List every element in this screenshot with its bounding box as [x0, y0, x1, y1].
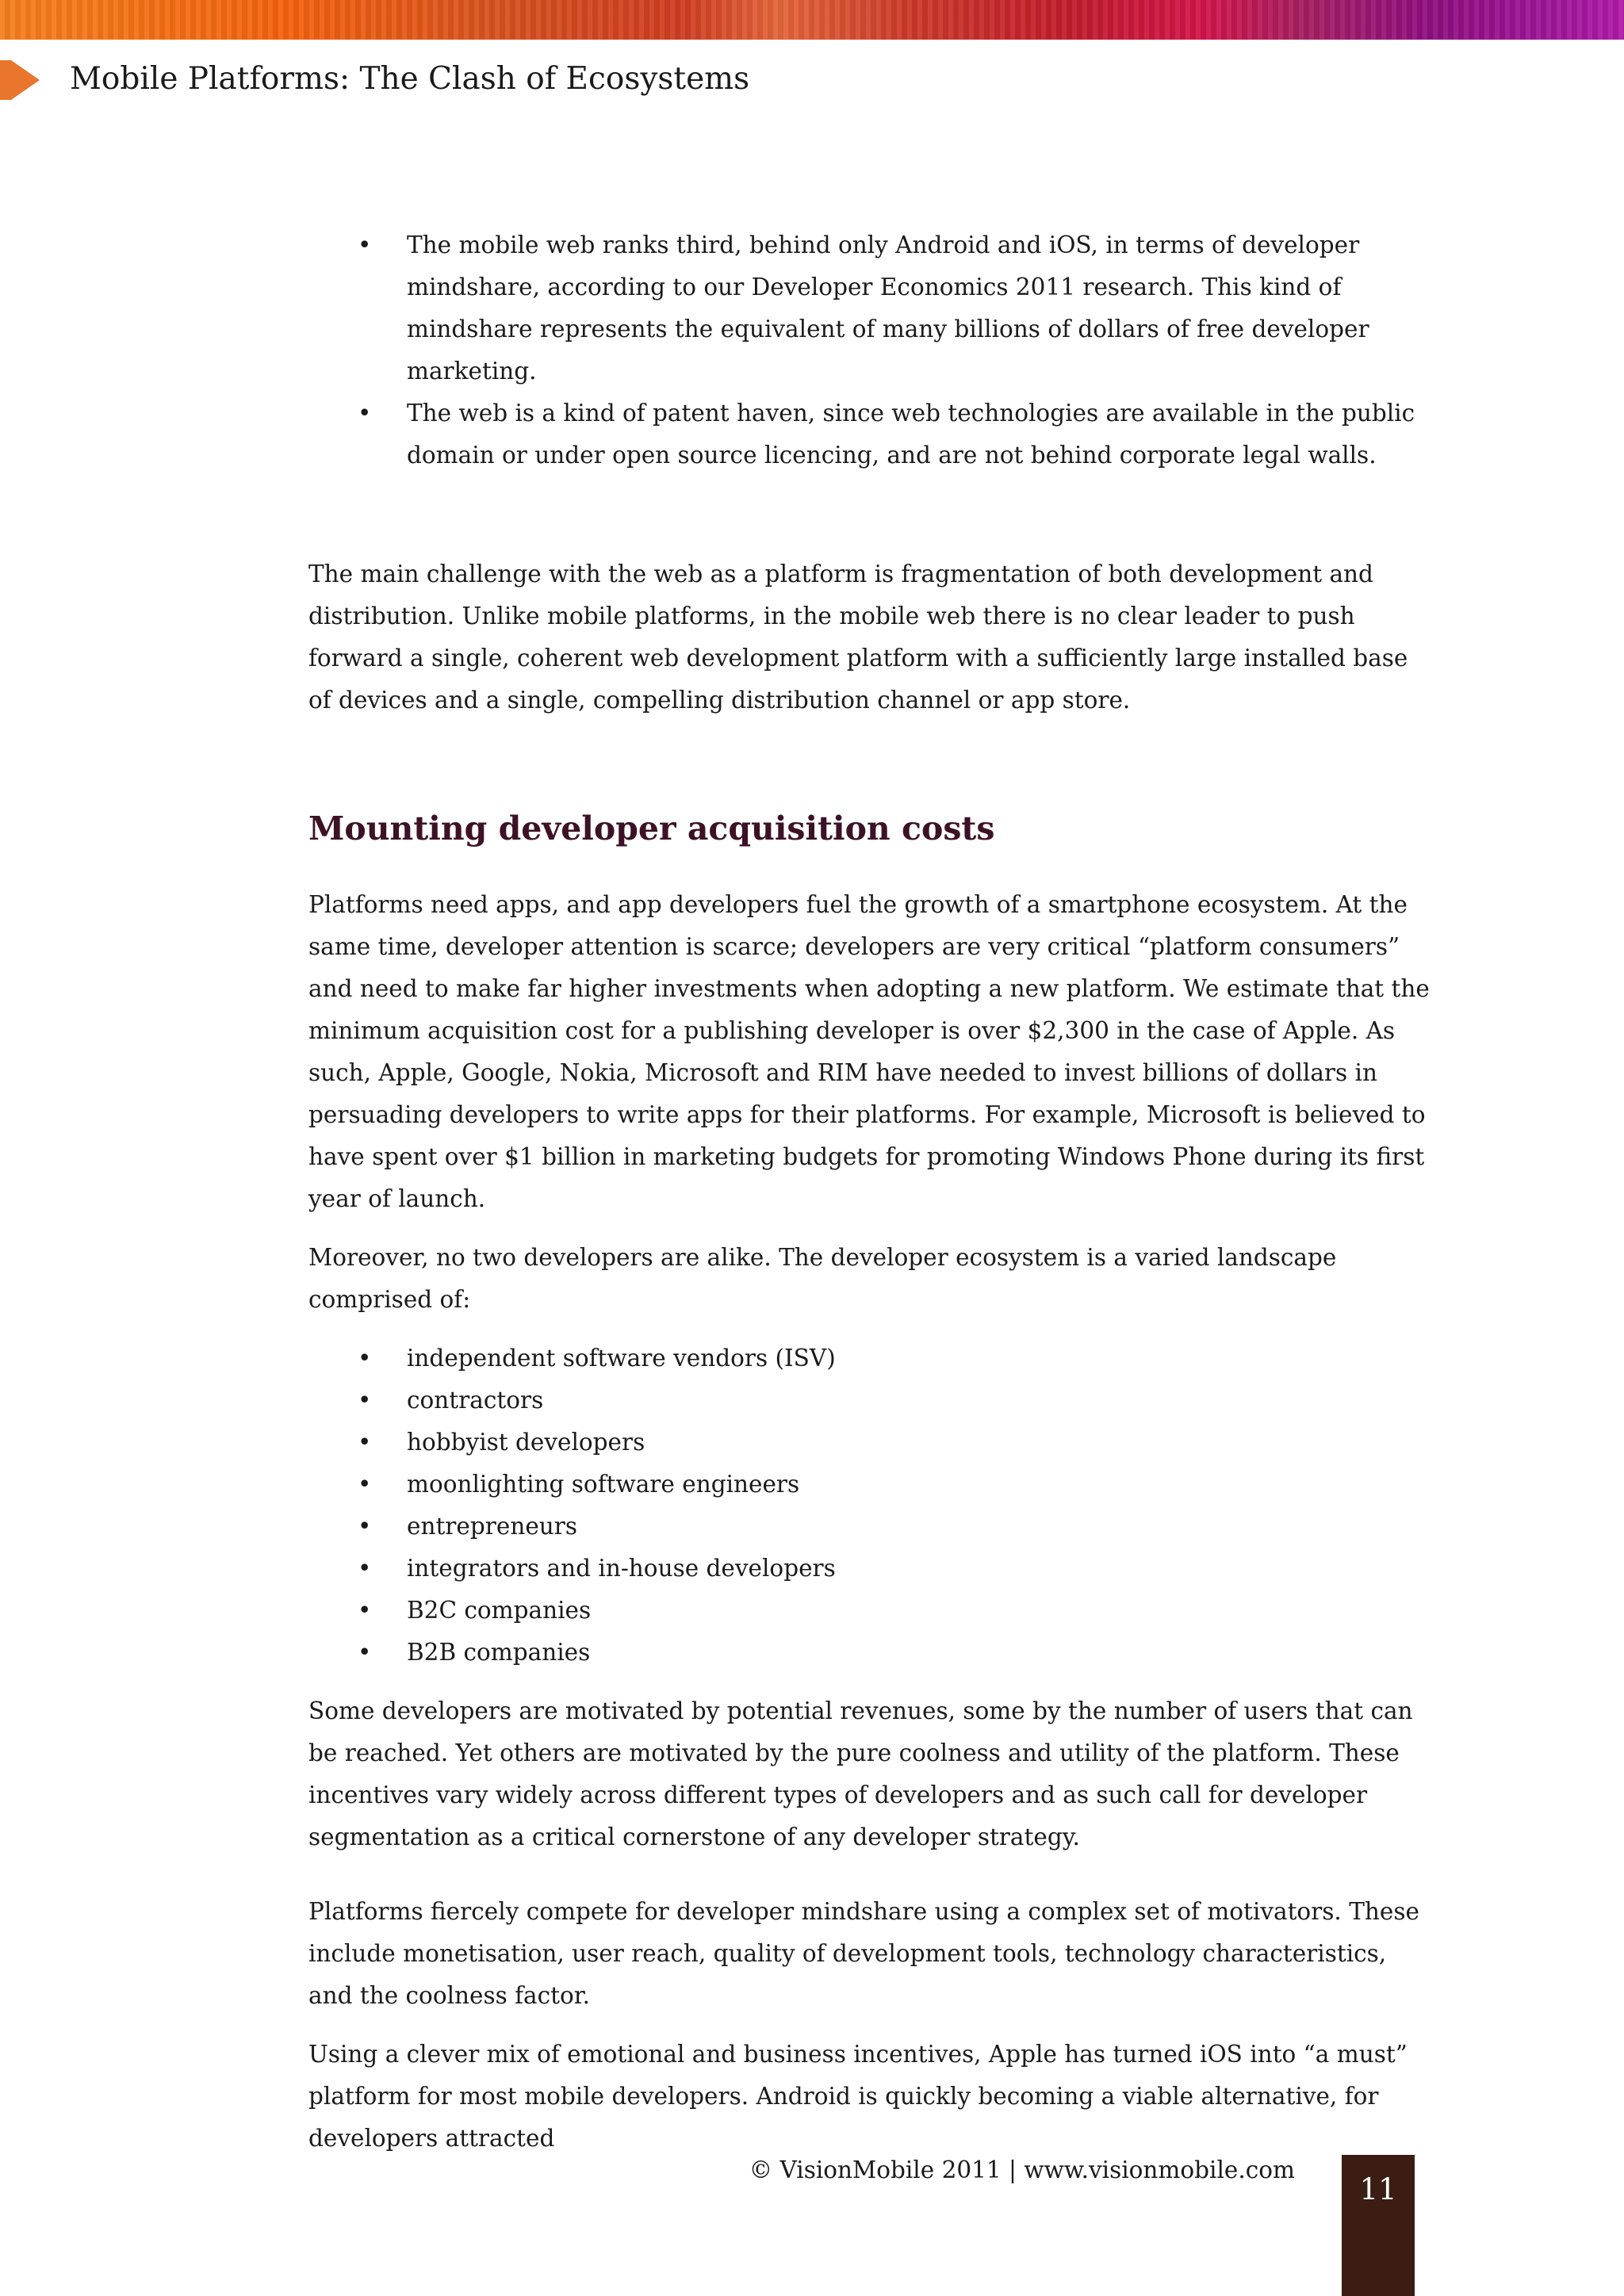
paragraph-compete: Platforms fiercely compete for developer mindshare using a complex set of motivators. These include monetisation, user reach, quality of development tools, technology characteristics, and the coolness factor. [308, 1898, 1419, 2009]
footer-copyright: © VisionMobile 2011 | www.visionmobile.com [749, 2156, 1295, 2183]
list-item: • independent software vendors (ISV) [308, 1337, 1434, 1380]
list-item: • hobbyist developers [308, 1422, 1434, 1464]
list-item: • contractors [308, 1380, 1434, 1422]
developer-types-list [308, 1337, 1434, 1674]
intro-bullet-list [308, 224, 1434, 476]
list-item: • integrators and in-house developers [308, 1548, 1434, 1590]
page-number-box [1342, 2155, 1415, 2296]
header-tab-marker-tip [11, 60, 40, 100]
paragraph-motivations: Some developers are motivated by potential revenues, some by the number of users that can be reached. Yet others are motivated by the pure coolness and utility of the platform. These incentives vary widely across different types of developers and as such call for developer segmentation as a critical cornerstone of any developer strategy. [308, 1697, 1413, 1850]
paragraph-moreover: Moreover, no two developers are alike. The developer ecosystem is a varied landscape comprised of: [308, 1244, 1337, 1313]
paragraph-costs: Platforms need apps, and app developers fuel the growth of a smartphone ecosystem. At the same time, developer attention is scarce; developers are very critical “platform consumers” and need to make far higher investments when adopting a new platform. We estimate that the minimum acquisition cost for a publishing developer is over $2,300 in the case of Apple. As such, Apple, Google, Nokia, Microsoft and RIM have needed to invest billions of dollars in persuading developers to write apps for their platforms. For example, Microsoft is believed to have spent over $1 billion in marketing budgets for promoting Windows Phone during its first year of launch. [308, 891, 1430, 1212]
paragraph-challenge: The main challenge with the web as a platform is fragmentation of both development and distribution. Unlike mobile platforms, in the mobile web there is no clear leader to push forward a single, coherent web development platform with a sufficiently large installed base of devices and a single, compelling distribution channel or app store. [308, 561, 1408, 714]
header-tab-marker [0, 60, 11, 100]
list-item: • The mobile web ranks third, behind only Android and iOS, in terms of developer mindshare, according to our Developer Economics 2011 research. This kind of mindshare represents the equivalent of many billions of dollars of free developer marketing. [308, 224, 1434, 392]
paragraph-apple: Using a clever mix of emotional and business incentives, Apple has turned iOS into “a must” platform for most mobile developers. Android is quickly becoming a viable alternative, for developers attracted [308, 2041, 1408, 2152]
list-item: • entrepreneurs [308, 1506, 1434, 1548]
list-item: • B2C companies [308, 1590, 1434, 1632]
list-item: • B2B companies [308, 1632, 1434, 1674]
section-heading: Mounting developer acquisition costs [308, 809, 995, 848]
header-color-bar [0, 0, 1624, 40]
page-number: 11 [1359, 2172, 1397, 2206]
page-body [308, 224, 1434, 2160]
document-title: Mobile Platforms: The Clash of Ecosystems [70, 61, 750, 97]
list-item: • The web is a kind of patent haven, since web technologies are available in the public domain or under open source licencing, and are not behind corporate legal walls. [308, 392, 1434, 476]
list-item: • moonlighting software engineers [308, 1464, 1434, 1506]
